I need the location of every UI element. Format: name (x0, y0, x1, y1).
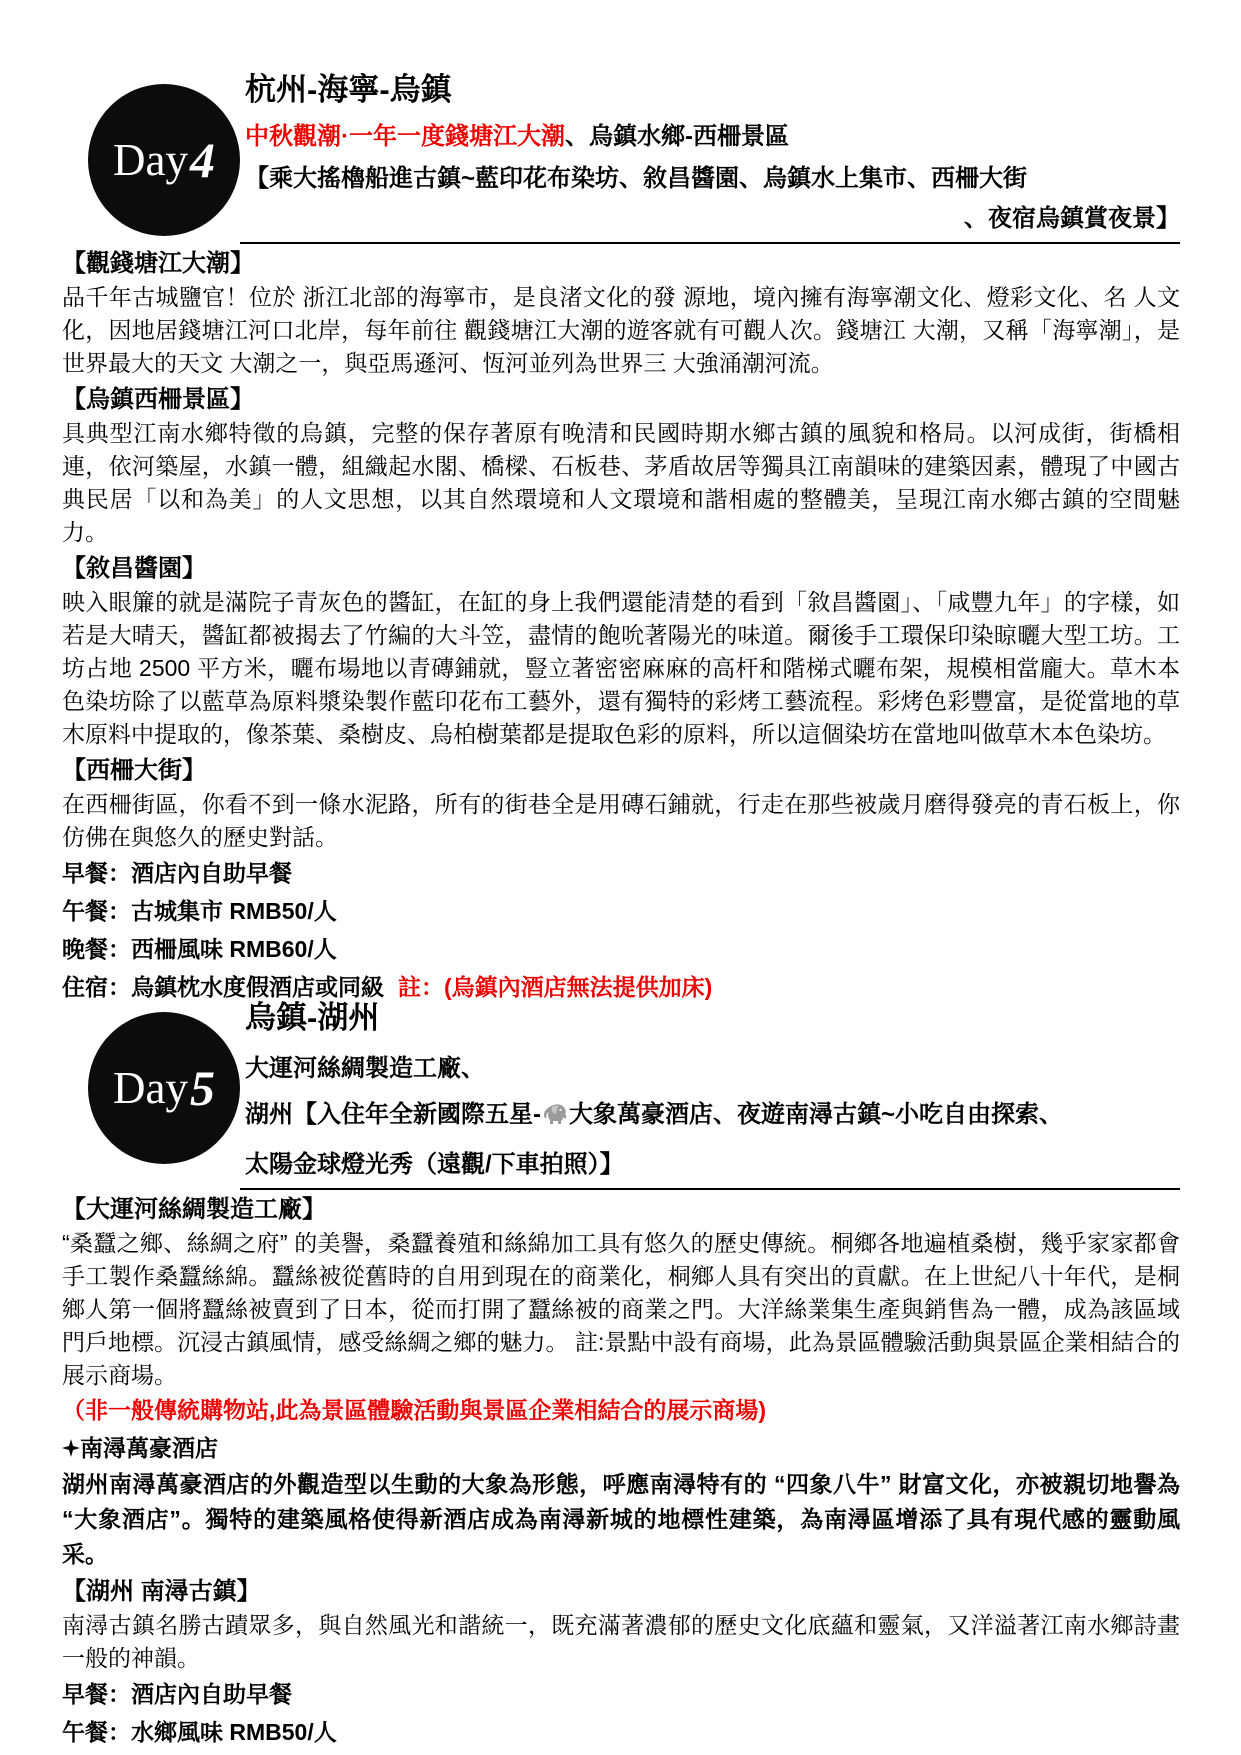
day4-meal-lunch: 午餐：古城集市 RMB50/人 (62, 898, 337, 924)
day4-highlights-line2: 、夜宿烏鎮賞夜景】 (964, 205, 1180, 232)
day4-section3-heading: 【敘昌醬園】 (62, 555, 206, 582)
day5-highlights-line2 (245, 1100, 1180, 1134)
day5-highlights-line3: 太陽金球燈光秀（遠觀/下車拍照）】 (245, 1151, 624, 1178)
day5-red-note: （非一般傳統購物站,此為景區體驗活動與景區企業相結合的展示商場) (62, 1397, 767, 1423)
day5-title: 烏鎮-湖州 (245, 1000, 380, 1035)
day4-block (62, 60, 1180, 1006)
day5-highlights-line2-pre: 湖州【入住年全新國際五星- (245, 1101, 541, 1128)
day4-highlights-line1: 【乘大搖櫓船進古鎮~藍印花布染坊、敘昌醬園、烏鎮水上集市、西柵大街 (245, 165, 1028, 192)
day5-separator (240, 1188, 1180, 1190)
four-pointed-star-icon (62, 1431, 80, 1467)
day4-section2-heading: 【烏鎮西柵景區】 (62, 386, 254, 413)
day4-stay-note: 註：(烏鎮內酒店無法提供加床) (398, 974, 713, 1000)
day5-hotel-line (62, 1430, 1180, 1467)
day5-hotel-title: 南潯萬豪酒店 (80, 1435, 218, 1461)
day5-town-body: 南潯古鎮名勝古蹟眾多，與自然風光和諧統一，既充滿著濃郁的歷史文化底蘊和靈氣，又洋溢著江南水鄉詩畫一般的神韻。 (62, 1612, 1180, 1671)
day5-factory-body: “桑蠶之鄉、絲綢之府” 的美譽，桑蠶養殖和絲綿加工具有悠久的歷史傳統。桐鄉各地遍植桑樹，幾乎家家都會手工製作桑蠶絲綿。蠶絲被從舊時的自用到現在的商業化，桐鄉人具有突出的貢獻。在上世紀八十年代，是桐鄉人第一個將蠶絲被賣到了日本，從而打開了蠶絲被的商業之門。大洋絲業集生產與銷售為一體，成為該區域門戶地標。沉浸古鎮風情，感受絲綢之鄉的魅力。 註:景點中設有商場，此為景區體驗活動與景區企業相結合的展示商場。 (62, 1230, 1180, 1388)
day4-subtitle-red: 中秋觀潮·一年一度錢塘江大潮 (245, 123, 565, 150)
day4-section2-body: 具典型江南水鄉特徵的烏鎮，完整的保存著原有晚清和民國時期水鄉古鎮的風貌和格局。以河成街，街橋相連，依河築屋，水鎮一體，組織起水閣、橋樑、石板巷、茅盾故居等獨具江南韻味的建築因素，體現了中國古典民居「以和為美」的人文思想，以其自然環境和人文環境和諧相處的整體美，呈現江南水鄉古鎮的空間魅力。 (62, 420, 1180, 545)
day4-head-text (245, 60, 1180, 234)
day5-highlights-line2-post: 大象萬豪酒店、夜遊南潯古鎮~小吃自由探索、 (569, 1101, 1064, 1128)
day4-badge (88, 84, 240, 236)
day4-stay: 住宿：烏鎮枕水度假酒店或同級 (62, 974, 384, 1000)
day4-section1-body: 品千年古城鹽官！位於 浙江北部的海寧市，是良渚文化的發 源地，境內擁有海寧潮文化、燈彩文化、名 人文化，因地居錢塘江河口北岸，每年前往 觀錢塘江大潮的遊客就有可觀人次。錢塘江 大潮，又稱「海寧潮」，是世界最大的天文 大潮之一，與亞馬遜河、恆河並列為世界三 大強涌潮河流。 (62, 284, 1180, 376)
day5-factory-heading: 【大運河絲綢製造工廠】 (62, 1196, 326, 1223)
day4-meal-breakfast: 早餐：酒店內自助早餐 (62, 860, 292, 886)
day4-subtitle (245, 122, 1180, 152)
elephant-icon (541, 1102, 569, 1134)
day4-title: 杭州-海寧-烏鎮 (245, 72, 452, 107)
day4-badge-number: 4 (189, 132, 215, 188)
day4-subtitle-black: 、烏鎮水鄉-西柵景區 (565, 123, 789, 150)
day5-head-text (245, 988, 1180, 1180)
day4-section4-body: 在西柵街區，你看不到一條水泥路，所有的街巷全是用磚石鋪就，行走在那些被歲月磨得發亮的青石板上，你仿佛在與悠久的歷史對話。 (62, 791, 1180, 850)
day5-badge-number: 5 (189, 1060, 215, 1116)
day5-badge (88, 1012, 240, 1164)
day5-town-heading: 【湖州 南潯古鎮】 (62, 1578, 261, 1605)
day5-highlights-line1: 大運河絲綢製造工廠、 (245, 1055, 485, 1082)
day5-meal-breakfast: 早餐：酒店內自助早餐 (62, 1681, 292, 1707)
day5-badge-prefix: Day (113, 1063, 188, 1113)
day4-section1-heading: 【觀錢塘江大潮】 (62, 250, 254, 277)
day5-meal-lunch: 午餐：水鄉風味 RMB50/人 (62, 1719, 337, 1745)
day4-badge-prefix: Day (113, 135, 188, 185)
day4-section4-heading: 【西柵大街】 (62, 757, 206, 784)
day5-hotel-body: 湖州南潯萬豪酒店的外觀造型以生動的大象為形態，呼應南潯特有的 “四象八牛” 財富文化，亦被親切地譽為 “大象酒店”。獨特的建築風格使得新酒店成為南潯新城的地標性建築，為南潯區增添了具有現代感的靈動風采。 (62, 1471, 1180, 1567)
day4-meal-dinner: 晚餐：西柵風味 RMB60/人 (62, 936, 337, 962)
day5-block (62, 988, 1180, 1751)
day4-separator (240, 242, 1180, 244)
day4-section3-body: 映入眼簾的就是滿院子青灰色的醬缸，在缸的身上我們還能清楚的看到「敘昌醬園」、「咸豐九年」的字樣，如若是大晴天，醬缸都被揭去了竹編的大斗笠，盡情的飽吮著陽光的味道。爾後手工環保印染晾曬大型工坊。工坊占地 2500 平方米，曬布場地以青磚鋪就，豎立著密密麻麻的高杆和階梯式曬布架，規模相當龐大。草木本色染坊除了以藍草為原料漿染製作藍印花布工藝外，還有獨特的彩烤工藝流程。彩烤色彩豐富，是從當地的草木原料中提取的，像茶葉、桑樹皮、烏柏樹葉都是提取色彩的原料，所以這個染坊在當地叫做草木本色染坊。 (62, 589, 1180, 747)
day5-header (62, 988, 1180, 1190)
day4-header (62, 60, 1180, 244)
